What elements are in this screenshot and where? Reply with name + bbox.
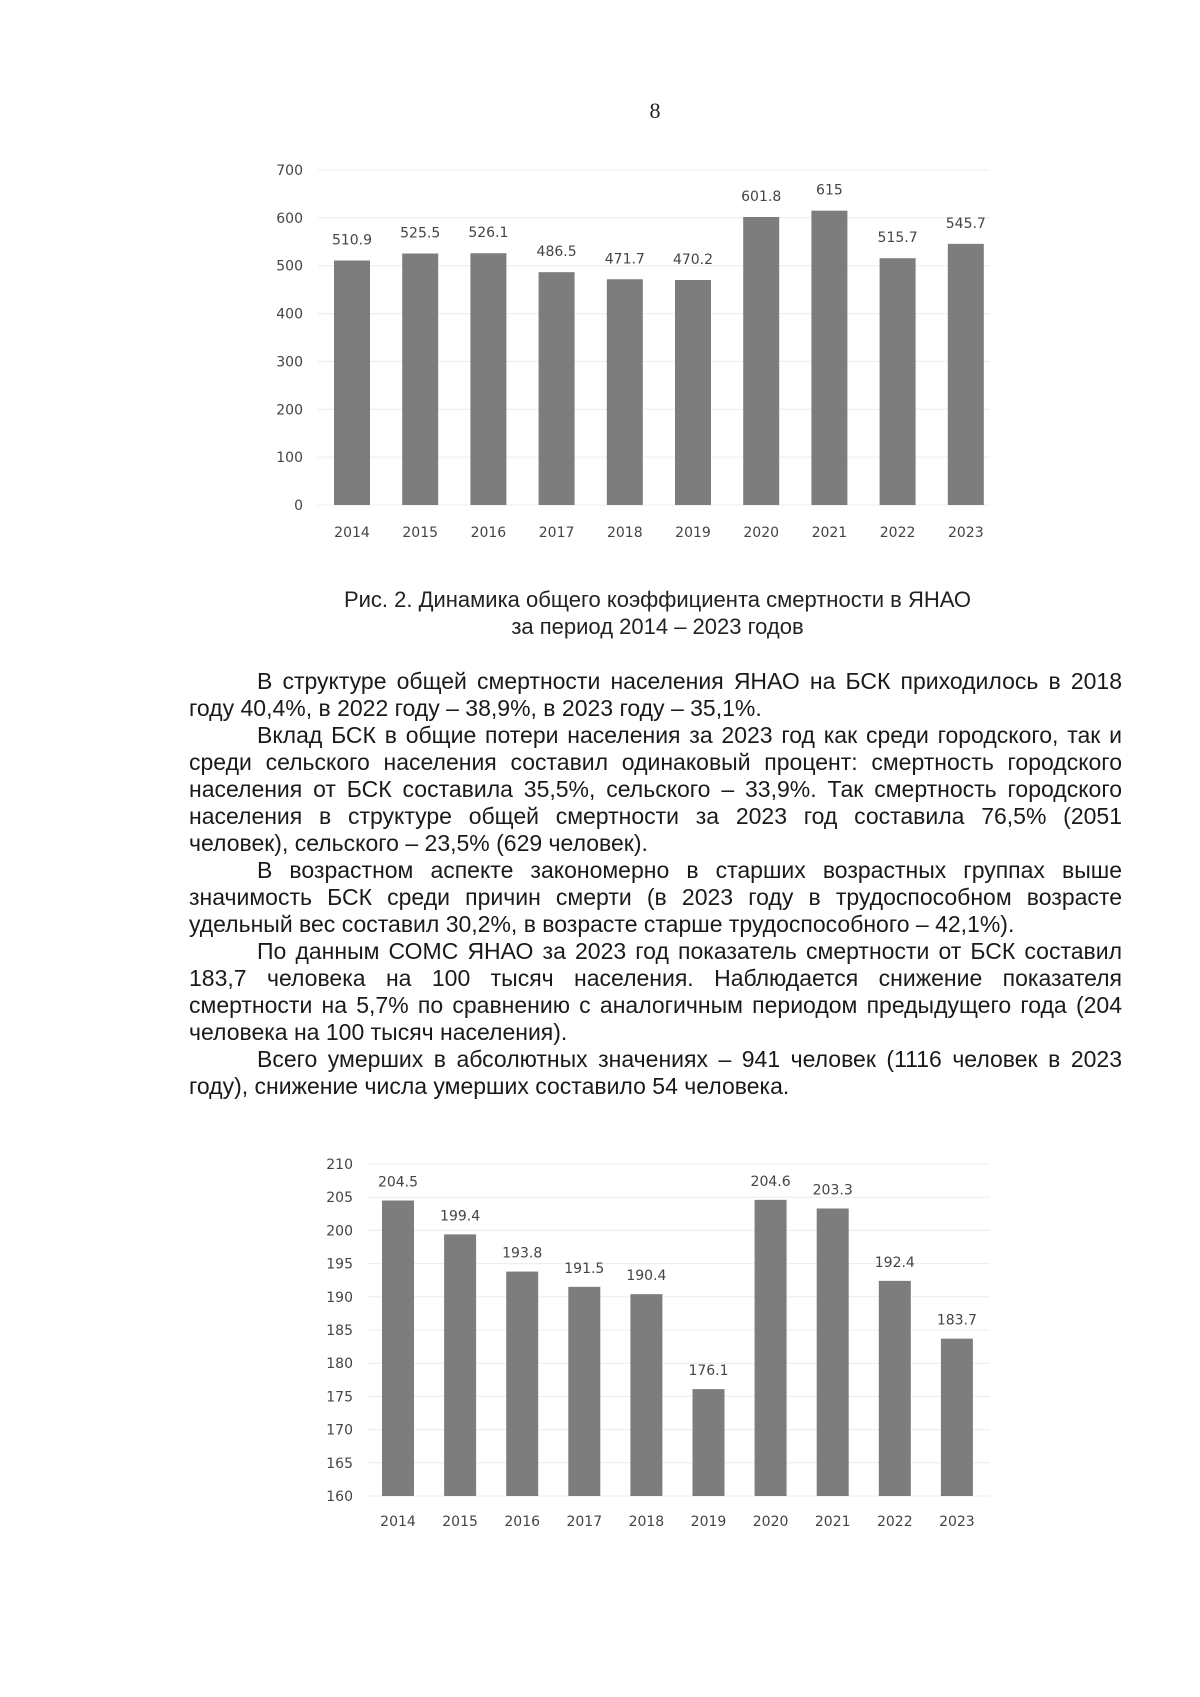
y-tick-label: 200 (326, 1223, 353, 1240)
y-tick-label: 700 (276, 163, 303, 179)
x-tick-label: 2019 (675, 525, 711, 541)
x-tick-label: 2015 (402, 525, 439, 541)
data-label: 471.7 (604, 251, 645, 268)
data-label: 176.1 (688, 1363, 729, 1380)
data-label: 190.4 (626, 1268, 667, 1285)
bar-2019 (675, 280, 711, 505)
y-tick-label: 205 (326, 1190, 353, 1207)
data-label: 193.8 (502, 1245, 543, 1262)
bar-2018 (630, 1294, 662, 1496)
x-tick-label: 2022 (876, 1514, 913, 1530)
x-tick-label: 2017 (566, 1514, 603, 1530)
data-label: 510.9 (331, 232, 373, 249)
caption-line-2: за период 2014 – 2023 годов (511, 614, 804, 639)
y-tick-label: 0 (294, 498, 303, 514)
data-label: 525.5 (400, 225, 441, 242)
paragraph: В структуре общей смертности населения ЯНАО на БСК приходилось в 2018 году 40,4%, в 2022 году – 38,9%, в 2023 году – 35,1%. (189, 668, 1122, 721)
x-tick-label: 2021 (814, 1514, 851, 1530)
data-label: 486.5 (536, 244, 577, 261)
x-tick-label: 2023 (947, 525, 984, 541)
x-tick-label: 2014 (380, 1514, 416, 1530)
y-tick-label: 100 (276, 450, 303, 467)
bar-2020 (743, 217, 779, 505)
x-tick-label: 2016 (470, 525, 507, 541)
paragraph: Вклад БСК в общие потери населения за 2023 год как среди городского, так и среди сельского населения составил одинаковый процент: смертность городского населения от БСК составила 35,5%, сельского – 33,9%. Так смертность городского населения в структуре общей смертности за 2023 год составила 76,5% (2051 человек), сельского – 23,5% (629 человек). (189, 722, 1122, 856)
x-tick-label: 2016 (504, 1514, 541, 1530)
y-tick-label: 300 (276, 354, 303, 371)
bar-2023 (948, 244, 984, 505)
bar-2019 (693, 1389, 725, 1496)
y-tick-label: 200 (276, 402, 303, 419)
y-tick-label: 185 (326, 1323, 353, 1339)
bar-2014 (334, 260, 370, 505)
data-label: 203.3 (812, 1182, 853, 1199)
paragraph: Всего умерших в абсолютных значениях – 941 человек (1116 человек в 2023 году), снижение числа умерших составило 54 человека. (189, 1046, 1122, 1099)
data-label: 199.4 (440, 1208, 481, 1225)
bsk-mortality-bar-chart (0, 1140, 1200, 1540)
mortality-rate-bar-chart (0, 0, 1200, 560)
data-label: 204.6 (750, 1173, 791, 1190)
x-tick-label: 2021 (811, 525, 848, 541)
data-label: 615 (816, 182, 843, 199)
bar-2015 (402, 254, 438, 505)
data-label: 601.8 (741, 188, 782, 205)
data-label: 470.2 (672, 251, 714, 268)
y-tick-label: 165 (326, 1455, 353, 1472)
bar-2018 (607, 279, 643, 505)
bar-2021 (811, 211, 847, 505)
x-tick-label: 2020 (743, 525, 780, 541)
y-tick-label: 500 (276, 258, 303, 275)
bar-2020 (755, 1200, 787, 1496)
y-tick-label: 175 (326, 1389, 353, 1406)
data-label: 192.4 (874, 1254, 915, 1271)
paragraph: По данным СОМС ЯНАО за 2023 год показатель смертности от БСК составил 183,7 человека на 100 тысяч населения. Наблюдается снижение показателя смертности на 5,7% по сравнению с аналогичным периодом предыдущего года (204 человека на 100 тысяч населения). (189, 938, 1122, 1045)
x-tick-label: 2023 (939, 1514, 975, 1530)
bar-2016 (470, 253, 506, 505)
data-label: 515.7 (877, 230, 918, 247)
x-tick-label: 2020 (752, 1514, 789, 1530)
x-tick-label: 2018 (606, 525, 643, 541)
y-tick-label: 160 (326, 1489, 353, 1505)
data-label: 183.7 (936, 1312, 977, 1329)
y-tick-label: 180 (326, 1356, 353, 1373)
body-text (189, 668, 1122, 1100)
paragraph: В возрастном аспекте закономерно в старших возрастных группах выше значимость БСК среди причин смерти (в 2023 году в трудоспособном возрасте удельный вес составил 30,2%, в возрасте старше трудоспособного – 42,1%). (189, 857, 1122, 937)
x-tick-label: 2014 (334, 525, 370, 541)
bar-2023 (941, 1339, 973, 1496)
bar-2022 (880, 258, 916, 505)
data-label: 191.5 (564, 1260, 605, 1277)
x-tick-label: 2018 (628, 1514, 665, 1530)
page-number: 8 (649, 98, 661, 123)
y-tick-label: 195 (326, 1256, 353, 1273)
x-tick-label: 2022 (879, 525, 916, 541)
x-tick-label: 2017 (538, 525, 575, 541)
caption-line-1: Рис. 2. Динамика общего коэффициента смертности в ЯНАО (343, 587, 972, 612)
data-label: 204.5 (377, 1174, 419, 1191)
bar-2017 (539, 272, 575, 505)
figure-caption (300, 586, 1015, 640)
bar-2016 (506, 1272, 538, 1496)
y-tick-label: 170 (326, 1422, 353, 1439)
data-label: 545.7 (945, 215, 986, 232)
bar-2022 (879, 1281, 911, 1496)
y-tick-label: 210 (326, 1157, 353, 1173)
y-tick-label: 600 (276, 210, 303, 227)
y-tick-label: 400 (276, 306, 303, 323)
x-tick-label: 2019 (690, 1514, 727, 1530)
x-tick-label: 2015 (442, 1514, 478, 1530)
bar-2014 (382, 1201, 414, 1496)
bar-2017 (568, 1287, 600, 1496)
y-tick-label: 190 (326, 1289, 353, 1306)
bar-2015 (444, 1234, 476, 1496)
data-label: 526.1 (468, 225, 509, 242)
bar-2021 (817, 1208, 849, 1496)
